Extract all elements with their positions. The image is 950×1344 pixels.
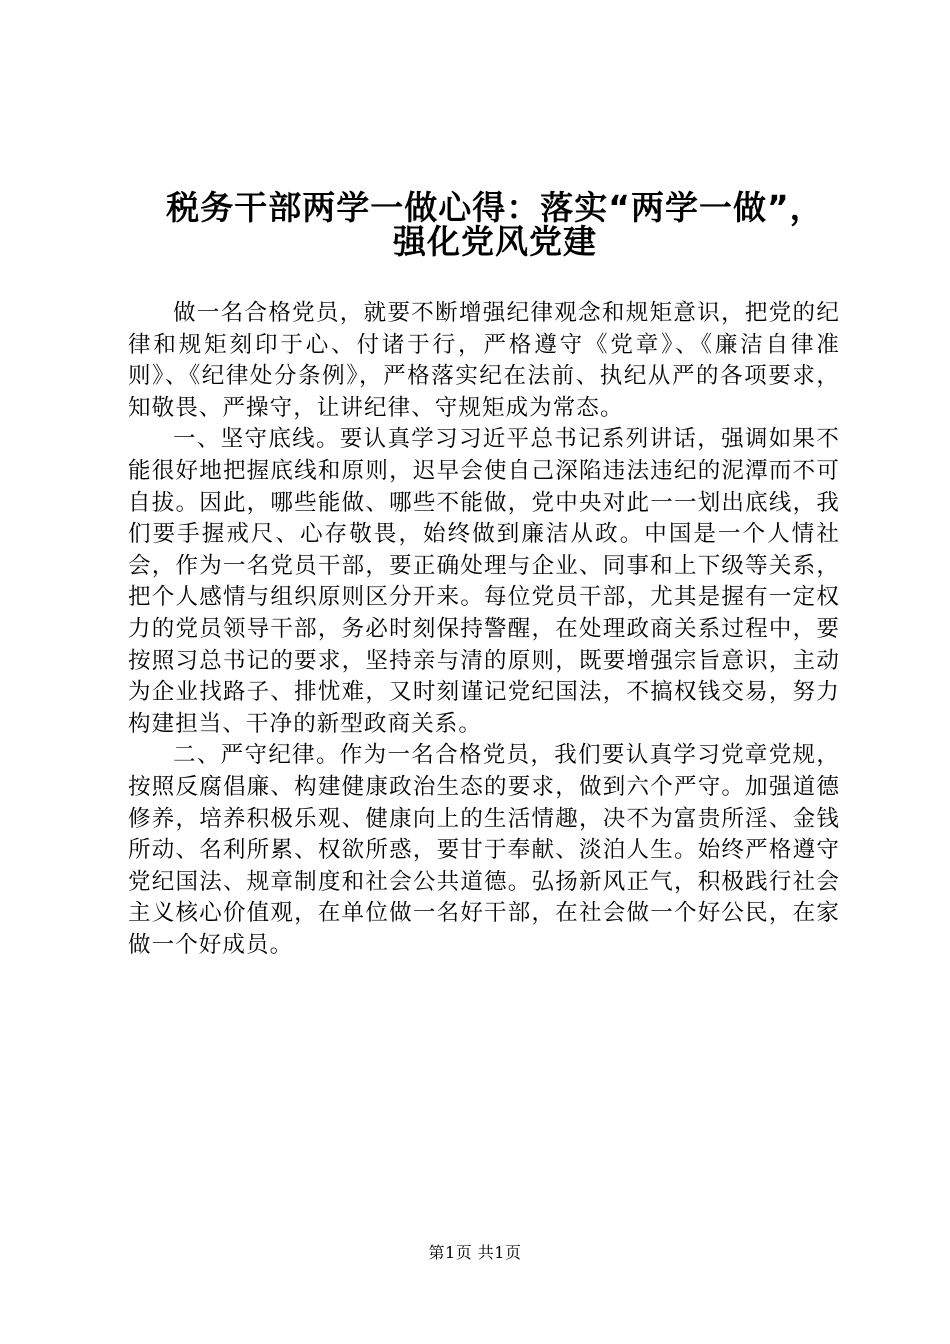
document-title-line-1: 税务干部两学一做心得：落实“两学一做”， <box>166 188 824 227</box>
document-title-line-2: 强化党风党建 <box>393 222 597 261</box>
paragraph-intro: 做一名合格党员，就要不断增强纪律观念和规矩意识，把党的纪律和规矩刻印于心、付诸于行，严格遵守《党章》、《廉洁自律准则》、《纪律处分条例》，严格落实纪在法前、执纪从严的各项要求，知敬畏、严操守，让讲纪律、守规矩成为常态。 <box>128 300 840 421</box>
page-footer: 第1页 共1页 <box>428 1243 522 1262</box>
paragraph-section-1: 一、坚守底线。要认真学习习近平总书记系列讲话，强调如果不能很好地把握底线和原则，迟早会使自己深陷违法违纪的泥潭而不可自拔。因此，哪些能做、哪些不能做，党中央对此一一划出底线，我们要手握戒尺、心存敬畏，始终做到廉洁从政。中国是一个人情社会，作为一名党员干部，要正确处理与企业、同事和上下级等关系，把个人感情与组织原则区分开来。每位党员干部，尤其是握有一定权力的党员领导干部，务必时刻保持警醒，在处理政商关系过程中，要按照习总书记的要求，坚持亲与清的原则，既要增强宗旨意识，主动为企业找路子、排忧难，又时刻谨记党纪国法，不搞权钱交易，努力构建担当、干净的新型政商关系。 <box>128 426 840 737</box>
document-body <box>128 298 840 961</box>
paragraph-section-2: 二、严守纪律。作为一名合格党员，我们要认真学习党章党规，按照反腐倡廉、构建健康政治生态的要求，做到六个严守。加强道德修养，培养积极乐观、健康向上的生活情趣，决不为富贵所淫、金钱所动、名利所累、权欲所惑，要甘于奉献、淡泊人生。始终严格遵守党纪国法、规章制度和社会公共道德。弘扬新风正气，积极践行社会主义核心价值观，在单位做一名好干部，在社会做一个好公民，在家做一个好成员。 <box>128 742 840 958</box>
